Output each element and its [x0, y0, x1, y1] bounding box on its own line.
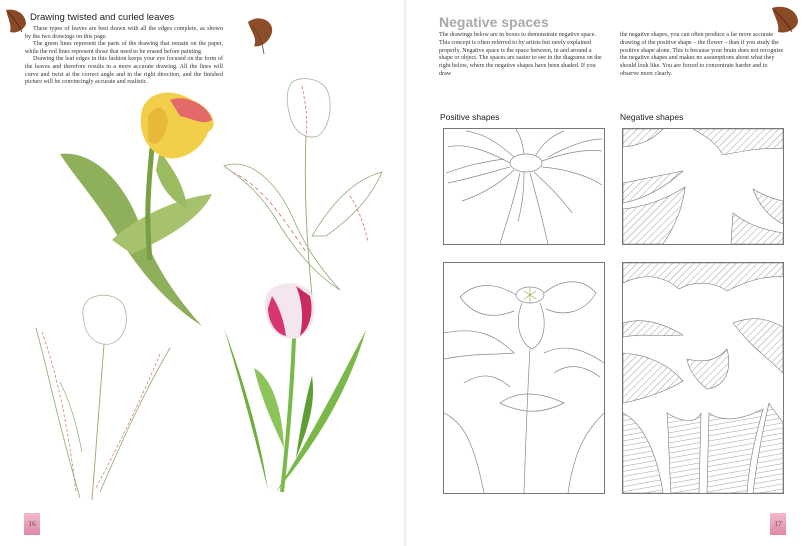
left-paragraph-2: The green lines represent the parts of the drawing that remain on the paper, while the red lines represent those that need to be erased before painting. [25, 41, 223, 55]
left-page-heading: Drawing twisted and curled leaves [30, 12, 175, 23]
anemone-negative-drawing [623, 263, 783, 493]
anemone-line-drawing [444, 263, 604, 493]
tulip-leaf-line-drawing [222, 76, 384, 298]
negative-anemone-box [622, 262, 784, 494]
positive-daisy-box [443, 128, 605, 245]
left-paragraph-1: These types of leaves are best drawn with all the edges complete, as shown by the two drawings on this page. [25, 26, 223, 40]
second-tulip-line-drawing [30, 292, 180, 502]
right-page-number: 17 [770, 513, 786, 535]
daisy-negative-drawing [623, 129, 783, 244]
pink-tulip-painting [216, 278, 374, 498]
positive-shapes-label: Positive shapes [440, 112, 500, 122]
left-page-number: 16 [24, 513, 40, 535]
negative-shapes-label: Negative shapes [620, 112, 684, 122]
daisy-line-drawing [444, 129, 604, 244]
left-paragraph-3: Drawing the leaf edges in this fashion keeps your eye focused on the form of the leaves and therefore results in a more accurate drawing. All the lines will curve and twist at the correct angle and in the right direction, and the finished picture will be convincingly accurate and realistic. [25, 56, 223, 86]
right-page-heading: Negative spaces [439, 14, 549, 30]
positive-anemone-box [443, 262, 605, 494]
right-text-column-2: the negative shapes, you can often produce a far more accurate drawing of the positive shape – the flower – than if you study the positive shape alone. This is because your brain does not recognise the negative shapes and makes no assumptions about what they should look like. You are forced to concentrate harder and to observe more clearly. [620, 32, 784, 77]
negative-daisy-box [622, 128, 784, 245]
left-page-text [25, 26, 223, 87]
dried-leaf-decoration-center [242, 12, 278, 56]
right-text-column-1: The drawings below are in boxes to demonstrate negative space. This concept is often referred to by artists but rarely explained properly. Negative space is the space between, in and around a shape or object. The spaces are easier to see in the diagrams on the right below, where the negative shapes have been shaded. If you draw [439, 32, 602, 77]
page-gutter [404, 0, 407, 546]
dried-leaf-decoration-right [766, 2, 802, 36]
